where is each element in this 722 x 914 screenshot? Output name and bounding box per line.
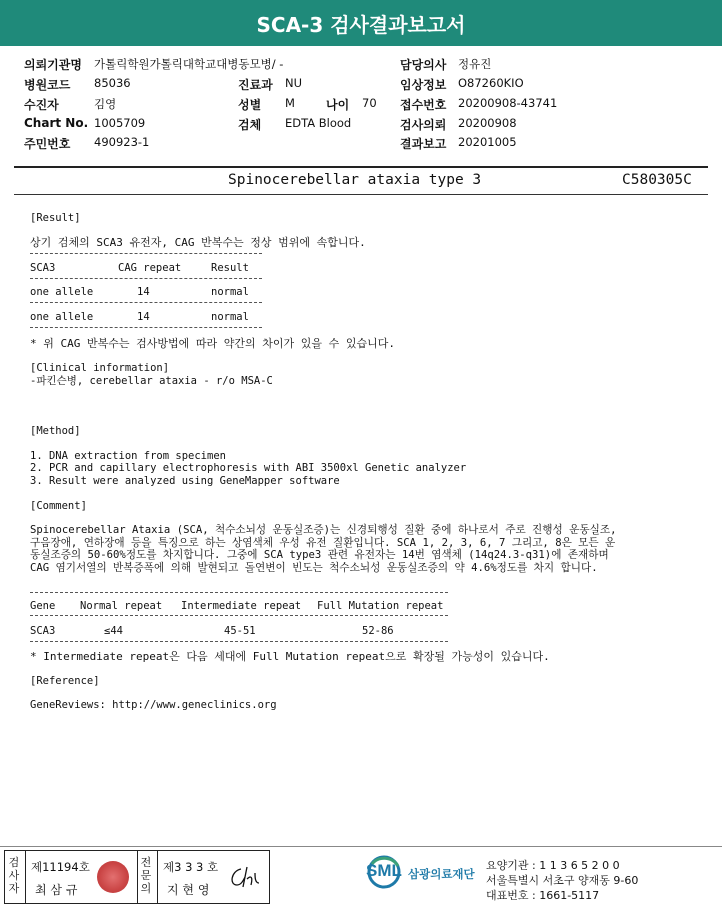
institution-code: 요양기관 : 1 1 3 6 5 2 0 0 [486,859,620,872]
result-col-result: Result [211,262,249,274]
divider [30,327,262,328]
doctor-value: 정유진 [458,57,492,71]
divider [30,302,262,303]
recipient-value: 김영 [94,97,117,111]
age-value: 70 [362,96,377,110]
specimen-label: 검체 [238,118,262,132]
divider [14,166,708,168]
result-col-cag: CAG repeat [118,262,182,274]
examiner-license: 제11194호 [31,860,90,874]
test-date-label: 검사의뢰 [400,118,447,132]
report-title: SCA-3 검사결과보고서 [0,0,722,46]
comment-row-intermediate: 45-51 [224,625,256,637]
org-name: 삼광의료재단 [408,867,475,881]
phone: 대표번호 : 1661-5117 [486,889,600,902]
divider [30,641,448,642]
institution-value: 가톨릭학원가톨릭대학교대병동모병/ - [94,57,284,71]
test-code: C580305C [622,172,692,188]
sex-label: 성별 [238,98,262,112]
comment-line: 동실조증의 50-60%정도를 차지합니다. 그중에 SCA type3 관련 유전자는 14번 염색체 (14q24.3-q31)에 존재하며 [30,549,609,561]
divider [137,851,138,903]
comment-row-normal: ≤44 [104,625,123,637]
examiner-seal [97,861,129,893]
divider [30,253,262,254]
reference-heading: [Reference] [30,675,100,687]
result-row-cag: 14 [137,311,150,323]
clinical-text: -파킨슨병, cerebellar ataxia - r/o MSA-C [30,375,273,387]
institution-label: 의뢰기관명 [24,58,82,72]
signature-icon [227,863,263,891]
result-heading: [Result] [30,212,81,224]
specialist-license: 제3 3 3 호 [163,860,219,874]
chart-value: 1005709 [94,116,146,130]
reception-label: 접수번호 [400,98,447,112]
sex-value: M [285,96,295,110]
divider [25,851,26,903]
id-value: 490923-1 [94,135,150,149]
specimen-value: EDTA Blood [285,116,352,130]
comment-col-full: Full Mutation repeat [317,600,444,612]
comment-col-intermediate: Intermediate repeat [181,600,302,612]
comment-heading: [Comment] [30,500,87,512]
specialist-label: 전문의 [140,856,152,895]
method-heading: [Method] [30,425,81,437]
reference-text: GeneReviews: http://www.geneclinics.org [30,699,277,711]
examiner-name: 최 삼 규 [35,883,78,897]
hospital-code-value: 85036 [94,76,131,90]
department-label: 진료과 [238,78,273,92]
result-note: * 위 CAG 반복수는 검사방법에 따라 약간의 차이가 있을 수 있습니다. [30,337,395,350]
comment-col-gene: Gene [30,600,56,612]
chart-label: Chart No. [24,116,89,130]
logo-text: SML [366,861,402,880]
divider [157,851,158,903]
reception-value: 20200908-43741 [458,96,558,110]
clinical-info-label: 임상정보 [400,78,447,92]
recipient-label: 수진자 [24,98,59,112]
method-item: 1. DNA extraction from specimen [30,450,226,462]
specialist-vertical-label [139,856,153,895]
comment-row-full: 52-86 [362,625,394,637]
examiner-label: 검사자 [8,856,20,895]
result-row-cag: 14 [137,286,150,298]
result-row-status: normal [211,286,249,298]
method-item: 2. PCR and capillary electrophoresis with ABI 3500xl Genetic analyzer [30,462,467,474]
divider [30,592,448,593]
method-item: 3. Result were analyzed using GeneMapper software [30,475,340,487]
divider [14,194,708,195]
comment-line: Spinocerebellar Ataxia (SCA, 척수소뇌성 운동실조증)는 신경퇴행성 질환 중에 하나로서 주로 진행성 운동실조, [30,524,617,536]
department-value: NU [285,76,303,90]
result-row-allele: one allele [30,286,94,298]
result-col-gene: SCA3 [30,262,56,274]
result-row-status: normal [211,311,249,323]
signature-box [4,850,270,904]
age-label: 나이 [326,98,350,112]
comment-row-gene: SCA3 [30,625,56,637]
comment-line: CAG 염기서열의 반복증폭에 의해 발현되고 돌연변이 빈도는 척수소뇌성 운동실조증의 약 4.6%정도를 차지 합니다. [30,562,598,574]
report-date-label: 결과보고 [400,137,447,151]
id-label: 주민번호 [24,137,71,151]
test-date-value: 20200908 [458,116,517,130]
specialist-name: 지 현 영 [167,883,210,897]
clinical-heading: [Clinical information] [30,362,170,374]
examiner-vertical-label [7,856,21,895]
divider [30,615,448,616]
divider [30,278,262,279]
doctor-label: 담당의사 [400,58,447,72]
comment-line: 구음장애, 연하장애 등을 특징으로 하는 상염색체 우성 유전 질환입니다. SCA 1, 2, 3, 6, 7 그리고, 8은 모든 운 [30,537,616,549]
hospital-code-label: 병원코드 [24,78,71,92]
comment-col-normal: Normal repeat [80,600,163,612]
address: 서울특별시 서초구 양재동 9-60 [486,874,639,887]
footer [0,846,722,914]
result-summary: 상기 검체의 SCA3 유전자, CAG 반복수는 정상 범위에 속합니다. [30,236,366,249]
comment-note: * Intermediate repeat은 다음 세대에 Full Mutation repeat으로 확장될 가능성이 있습니다. [30,650,550,663]
test-name: Spinocerebellar ataxia type 3 [228,172,482,188]
result-row-allele: one allele [30,311,94,323]
clinical-info-value: O87260KIO [458,76,524,90]
report-date-value: 20201005 [458,135,517,149]
